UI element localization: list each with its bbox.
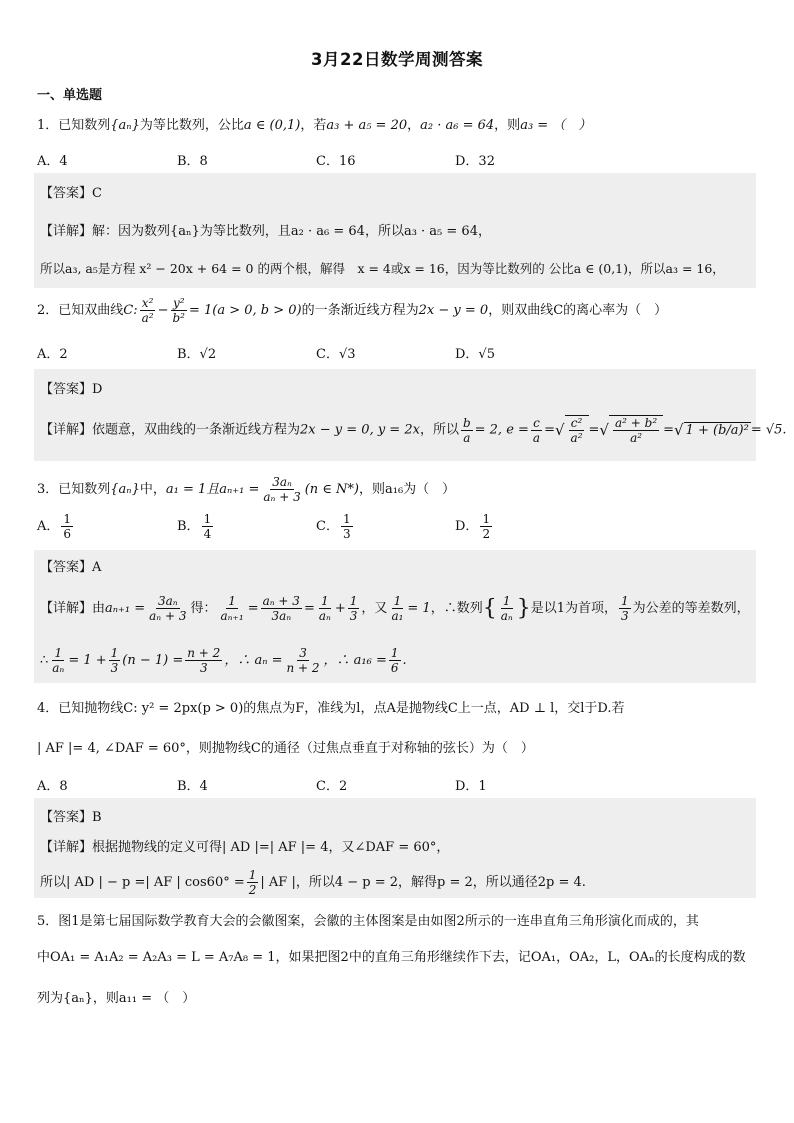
question-3: 3．已知数列{aₙ}中，a₁ = 1且aₙ₊₁ = $\frac{\text{3aₙ}}{\text{aₙ + 3}}$ (n ∈ N*)，则a₁₆为（ ）: [37, 475, 456, 504]
q3-option-c: C． $\frac{1}{3}$: [316, 512, 351, 541]
q1-cond3: a₂ · a₆ = 64: [420, 118, 495, 133]
q4-detail-2: 所以| AD | − p =| AF | cos60° = $\frac{1}{2}$ | AF |，所以4 − p = 2，解得p = 2，所以通径2p = 4.: [40, 868, 586, 897]
section-heading: 一、单选题: [37, 88, 103, 103]
q1-answer-box: [34, 173, 756, 288]
q4-option-c: C．2: [316, 779, 348, 794]
q1-cond1: a ∈ (0,1): [243, 118, 301, 133]
q1-option-a: A．4: [37, 154, 68, 169]
q1-option-c: C．16: [316, 154, 356, 169]
q1-answer: 【答案】C: [40, 186, 102, 201]
q1-mid1: 为等比数列，公比: [139, 118, 244, 133]
q4-answer: 【答案】B: [40, 810, 102, 825]
q2-answer-box: [34, 369, 787, 461]
q3-option-d: D． $\frac{1}{2}$: [455, 512, 491, 541]
q1-detail-1: 【详解】解：因为数列{aₙ}为等比数列，且a₂ · a₆ = 64，所以a₃ · a₅ = 64，: [40, 224, 491, 239]
q1-option-d: D．32: [455, 154, 495, 169]
q2-detail: 【详解】依题意，双曲线的一条渐近线方程为2x − y = 0, y = 2x，所以 $\frac{b}{a}$ = 2, e = $\frac{c}{a}$ =√ $\frac{\text{c²}}{\text{a²}}$ =√ $\frac{\text{a² + b²}}{\text{a²}}$ =√ 1 + (b/a)² = √5.: [40, 415, 787, 445]
q3-detail-1: 【详解】由aₙ₊₁ = $\frac{\text{3aₙ}}{\text{aₙ + 3}}$ 得： $\frac{1}{\text{aₙ₊₁}}$ = $\frac{\text{aₙ + 3}}{\text{3aₙ}}$ = $\frac{1}{\text{aₙ}}$ + $\frac{1}{3}$ ，又 $\frac{1}{\text{a₁}}$ = 1，∴数列{ $\frac{1}{\text{aₙ}}$ }是以1为首项， $\frac{1}{3}$ 为公差的等差数列，: [40, 594, 750, 623]
q3-detail-2: ∴ $\frac{1}{\text{aₙ}}$ = 1 + $\frac{1}{3}$ (n − 1) = $\frac{n + 2}{3}$ ，∴ aₙ = $\frac{3}{n + 2}$ ，∴ a₁₆ = $\frac{1}{6}$ .: [40, 646, 407, 675]
question-5-line-3: 列为{aₙ}，则a₁₁ = （ ）: [37, 991, 196, 1006]
page-title: 3月22日数学周测答案: [311, 50, 483, 69]
q4-option-d: D．1: [455, 779, 487, 794]
q3-option-b: B． $\frac{1}{4}$: [177, 512, 212, 541]
q3-option-a: A． $\frac{1}{6}$: [37, 512, 72, 541]
q1-cond2: a₃ + a₅ = 20: [326, 118, 408, 133]
q1-detail-2: 所以a₃, a₅是方程 x² − 20x + 64 = 0 的两个根，解得 x = 4或x = 16，因为等比数列的 公比a ∈ (0,1)，所以a₃ = 16，: [40, 261, 725, 276]
q1-seq: {aₙ}: [110, 118, 140, 133]
q1-mid2: ，若: [300, 118, 327, 133]
question-2: 2．已知双曲线C: $\frac{\text{x²}}{\text{a²}}$ − $\frac{\text{y²}}{\text{b²}}$ = 1(a > 0, b > 0)的一条渐近线方程为2x − y = 0，则双曲线C的离心率为（ ）: [37, 296, 668, 325]
q2-answer: 【答案】D: [40, 382, 103, 397]
q2-option-b: B．√2: [177, 347, 217, 362]
q4-option-a: A．8: [37, 779, 68, 794]
question-4-line-1: 4．已知抛物线C: y² = 2px(p > 0)的焦点为F，准线为l，点A是抛物线C上一点，AD ⊥ l，交l于D.若: [37, 701, 625, 716]
q2-option-a: A．2: [37, 347, 68, 362]
q2-option-d: D．√5: [455, 347, 495, 362]
q1-ask: a₃ = （ ）: [520, 118, 592, 133]
question-5-line-2: 中OA₁ = A₁A₂ = A₂A₃ = L = A₇A₈ = 1，如果把图2中的直角三角形继续作下去，记OA₁，OA₂，L，OAₙ的长度构成的数: [37, 950, 746, 965]
q1-mid4: ，则: [494, 118, 521, 133]
question-1: [37, 114, 591, 133]
q4-option-b: B．4: [177, 779, 208, 794]
q3-answer-box: [34, 550, 756, 683]
q1-mid3: ，: [407, 118, 421, 133]
q4-answer-box: [34, 798, 756, 898]
q4-detail-1: 【详解】根据抛物线的定义可得| AD |=| AF |= 4，又∠DAF = 60°，: [40, 840, 450, 855]
question-4-line-2: | AF |= 4, ∠DAF = 60°，则抛物线C的通径（过焦点垂直于对称轴的弦长）为（ ）: [37, 741, 534, 756]
question-5-line-1: 5．图1是第七届国际数学教育大会的会徽图案，会徽的主体图案是由如图2所示的一连串直角三角形演化而成的，其: [37, 914, 699, 929]
q1-pre: 1．已知数列: [37, 118, 111, 133]
q1-option-b: B．8: [177, 154, 208, 169]
q3-answer: 【答案】A: [40, 560, 102, 575]
q2-option-c: C．√3: [316, 347, 356, 362]
